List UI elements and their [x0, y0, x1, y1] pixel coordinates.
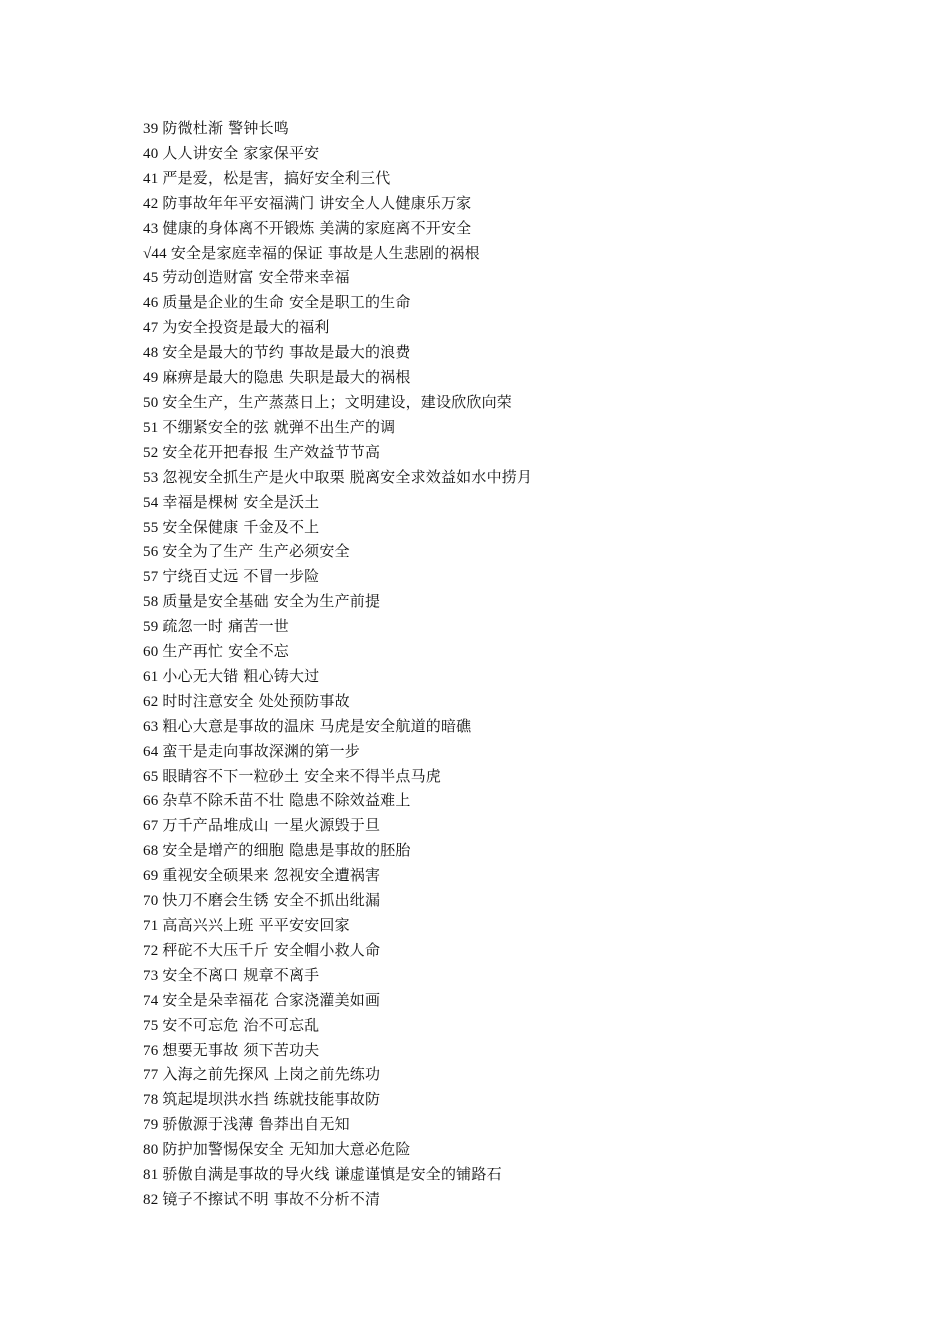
slogan-line — [143, 739, 863, 764]
slogan-text: 高高兴兴上班 平平安安回家 — [162, 916, 350, 934]
slogan-number: 49 — [143, 370, 159, 387]
slogan-line — [143, 1112, 863, 1137]
slogan-number: 70 — [143, 893, 159, 910]
slogan-text: 质量是安全基础 安全为生产前提 — [162, 592, 381, 611]
slogan-number: 43 — [143, 220, 159, 237]
slogan-text: 安全是家庭幸福的保证 事故是人生悲剧的祸根 — [170, 243, 480, 262]
slogan-number: 75 — [143, 1017, 159, 1034]
slogan-line — [143, 166, 863, 191]
slogan-line — [143, 863, 863, 888]
slogan-number: 51 — [143, 419, 159, 436]
slogan-line — [143, 465, 863, 490]
slogan-text: 安不可忘危 治不可忘乱 — [162, 1015, 320, 1034]
slogan-text: 安全保健康 千金及不上 — [162, 517, 320, 536]
slogan-line — [143, 788, 863, 813]
slogan-text: 骄傲源于浅薄 鲁莽出自无知 — [162, 1115, 350, 1134]
slogan-number: 68 — [143, 843, 159, 860]
slogan-number: 78 — [143, 1092, 159, 1109]
slogan-line — [143, 315, 863, 340]
slogan-number: 40 — [143, 145, 159, 162]
slogan-text: 安全花开把春报 生产效益节节高 — [162, 442, 381, 461]
slogan-number: 57 — [143, 569, 159, 586]
slogan-line — [143, 1137, 863, 1162]
slogan-number: 54 — [143, 494, 159, 511]
slogan-text: 入海之前先探风 上岗之前先练功 — [162, 1065, 381, 1084]
slogan-text: 安全不离口 规章不离手 — [162, 965, 320, 984]
slogan-text: 想要无事故 须下苦功夫 — [162, 1040, 320, 1059]
slogan-line — [143, 290, 863, 315]
slogan-text: 秤砣不大压千斤 安全帽小救人命 — [162, 940, 381, 959]
slogan-line — [143, 813, 863, 838]
slogan-line — [143, 440, 863, 465]
slogan-text: 人人讲安全 家家保平安 — [162, 143, 320, 162]
slogan-text: 安全是增产的细胞 隐患是事故的胚胎 — [162, 841, 411, 860]
slogan-number: 47 — [143, 320, 159, 337]
slogan-number: 71 — [143, 918, 159, 934]
slogan-text: 蛮干是走向事故深渊的第一步 — [162, 741, 361, 760]
slogan-number: 80 — [143, 1142, 159, 1159]
slogan-number: 82 — [143, 1191, 159, 1208]
slogan-line — [143, 340, 863, 365]
slogan-number: 76 — [143, 1042, 159, 1059]
slogan-line — [143, 564, 863, 589]
slogan-number: 58 — [143, 594, 159, 611]
slogan-number: 74 — [143, 992, 159, 1009]
slogan-number: 55 — [143, 519, 159, 536]
slogan-line — [143, 938, 863, 963]
slogan-line — [143, 963, 863, 988]
slogan-text: 质量是企业的生命 安全是职工的生命 — [162, 293, 411, 312]
slogan-line — [143, 1187, 863, 1212]
slogan-line — [143, 191, 863, 216]
slogan-number: 69 — [143, 868, 159, 885]
slogan-text: 小心无大错 粗心铸大过 — [162, 666, 320, 685]
slogan-number: 72 — [143, 942, 159, 959]
slogan-number: 56 — [143, 544, 159, 561]
slogan-number: 39 — [143, 121, 159, 137]
slogan-line — [143, 714, 863, 739]
slogan-number: 79 — [143, 1117, 159, 1134]
slogan-text: 安全是朵幸福花 合家浇灌美如画 — [162, 990, 381, 1009]
slogan-text: 安全为了生产 生产必须安全 — [162, 542, 350, 561]
slogan-text: 幸福是棵树 安全是沃土 — [162, 492, 320, 511]
slogan-line — [143, 515, 863, 540]
slogan-line — [143, 539, 863, 564]
slogan-number: 63 — [143, 718, 159, 735]
slogan-number: 81 — [143, 1167, 159, 1184]
slogan-number: 73 — [143, 967, 159, 984]
slogan-number: √44 — [143, 245, 167, 262]
slogan-line — [143, 116, 863, 141]
slogan-number: 41 — [143, 170, 159, 187]
slogan-line — [143, 241, 863, 266]
slogan-line — [143, 1162, 863, 1187]
slogan-line — [143, 913, 863, 938]
slogan-list — [143, 116, 863, 1212]
slogan-number: 53 — [143, 469, 159, 486]
slogan-text: 宁绕百丈远 不冒一步险 — [162, 567, 320, 586]
slogan-text: 健康的身体离不开锻炼 美满的家庭离不开安全 — [162, 218, 472, 237]
slogan-text: 为安全投资是最大的福利 — [162, 318, 330, 337]
slogan-number: 64 — [143, 743, 159, 760]
slogan-text: 防护加警惕保安全 无知加大意必危险 — [162, 1140, 411, 1159]
slogan-line — [143, 216, 863, 241]
slogan-line — [143, 664, 863, 689]
slogan-line — [143, 1062, 863, 1087]
slogan-text: 重视安全硕果来 忽视安全遭祸害 — [162, 866, 381, 885]
slogan-text: 万千产品堆成山 一星火源毁于旦 — [162, 816, 381, 835]
slogan-text: 防微杜渐 警钟长鸣 — [162, 119, 289, 137]
slogan-line — [143, 1087, 863, 1112]
slogan-text: 不绷紧安全的弦 就弹不出生产的调 — [162, 417, 396, 436]
slogan-number: 60 — [143, 644, 159, 661]
slogan-line — [143, 415, 863, 440]
slogan-text: 忽视安全抓生产是火中取栗 脱离安全求效益如水中捞月 — [162, 467, 533, 486]
slogan-text: 安全生产，生产蒸蒸日上；文明建设，建设欣欣向荣 — [162, 392, 513, 411]
slogan-number: 66 — [143, 793, 159, 810]
slogan-text: 眼睛容不下一粒砂土 安全来不得半点马虎 — [162, 766, 441, 785]
slogan-text: 劳动创造财富 安全带来幸福 — [162, 268, 350, 287]
slogan-number: 48 — [143, 345, 159, 362]
slogan-text: 筑起堤坝洪水挡 练就技能事故防 — [162, 1090, 381, 1109]
slogan-text: 麻痹是最大的隐患 失职是最大的祸根 — [162, 368, 411, 387]
slogan-number: 65 — [143, 768, 159, 785]
slogan-text: 骄傲自满是事故的导火线 谦虚谨慎是安全的铺路石 — [162, 1165, 502, 1184]
slogan-number: 52 — [143, 444, 159, 461]
slogan-line — [143, 589, 863, 614]
slogan-number: 45 — [143, 270, 159, 287]
slogan-line — [143, 838, 863, 863]
slogan-line — [143, 988, 863, 1013]
slogan-line — [143, 390, 863, 415]
slogan-text: 生产再忙 安全不忘 — [162, 642, 289, 661]
slogan-line — [143, 614, 863, 639]
slogan-number: 77 — [143, 1067, 159, 1084]
slogan-number: 42 — [143, 195, 159, 212]
slogan-line — [143, 365, 863, 390]
slogan-line — [143, 689, 863, 714]
slogan-text: 镜子不擦试不明 事故不分析不清 — [162, 1189, 381, 1208]
slogan-text: 疏忽一时 痛苦一世 — [162, 617, 289, 636]
slogan-text: 快刀不磨会生锈 安全不抓出纰漏 — [162, 891, 381, 910]
slogan-text: 粗心大意是事故的温床 马虎是安全航道的暗礁 — [162, 716, 472, 735]
slogan-number: 46 — [143, 295, 159, 312]
slogan-text: 时时注意安全 处处预防事故 — [162, 691, 350, 710]
slogan-line — [143, 888, 863, 913]
slogan-text: 防事故年年平安福满门 讲安全人人健康乐万家 — [162, 193, 472, 212]
slogan-number: 67 — [143, 818, 159, 835]
slogan-number: 59 — [143, 619, 159, 636]
slogan-line — [143, 764, 863, 789]
slogan-line — [143, 265, 863, 290]
slogan-line — [143, 490, 863, 515]
slogan-text: 杂草不除禾苗不壮 隐患不除效益难上 — [162, 791, 411, 810]
slogan-line — [143, 1013, 863, 1038]
slogan-number: 50 — [143, 394, 159, 411]
slogan-number: 62 — [143, 693, 159, 710]
slogan-text: 安全是最大的节约 事故是最大的浪费 — [162, 343, 411, 362]
slogan-line — [143, 141, 863, 166]
slogan-line — [143, 1038, 863, 1063]
slogan-text: 严是爱，松是害，搞好安全利三代 — [162, 168, 391, 187]
slogan-line — [143, 639, 863, 664]
slogan-number: 61 — [143, 668, 159, 685]
